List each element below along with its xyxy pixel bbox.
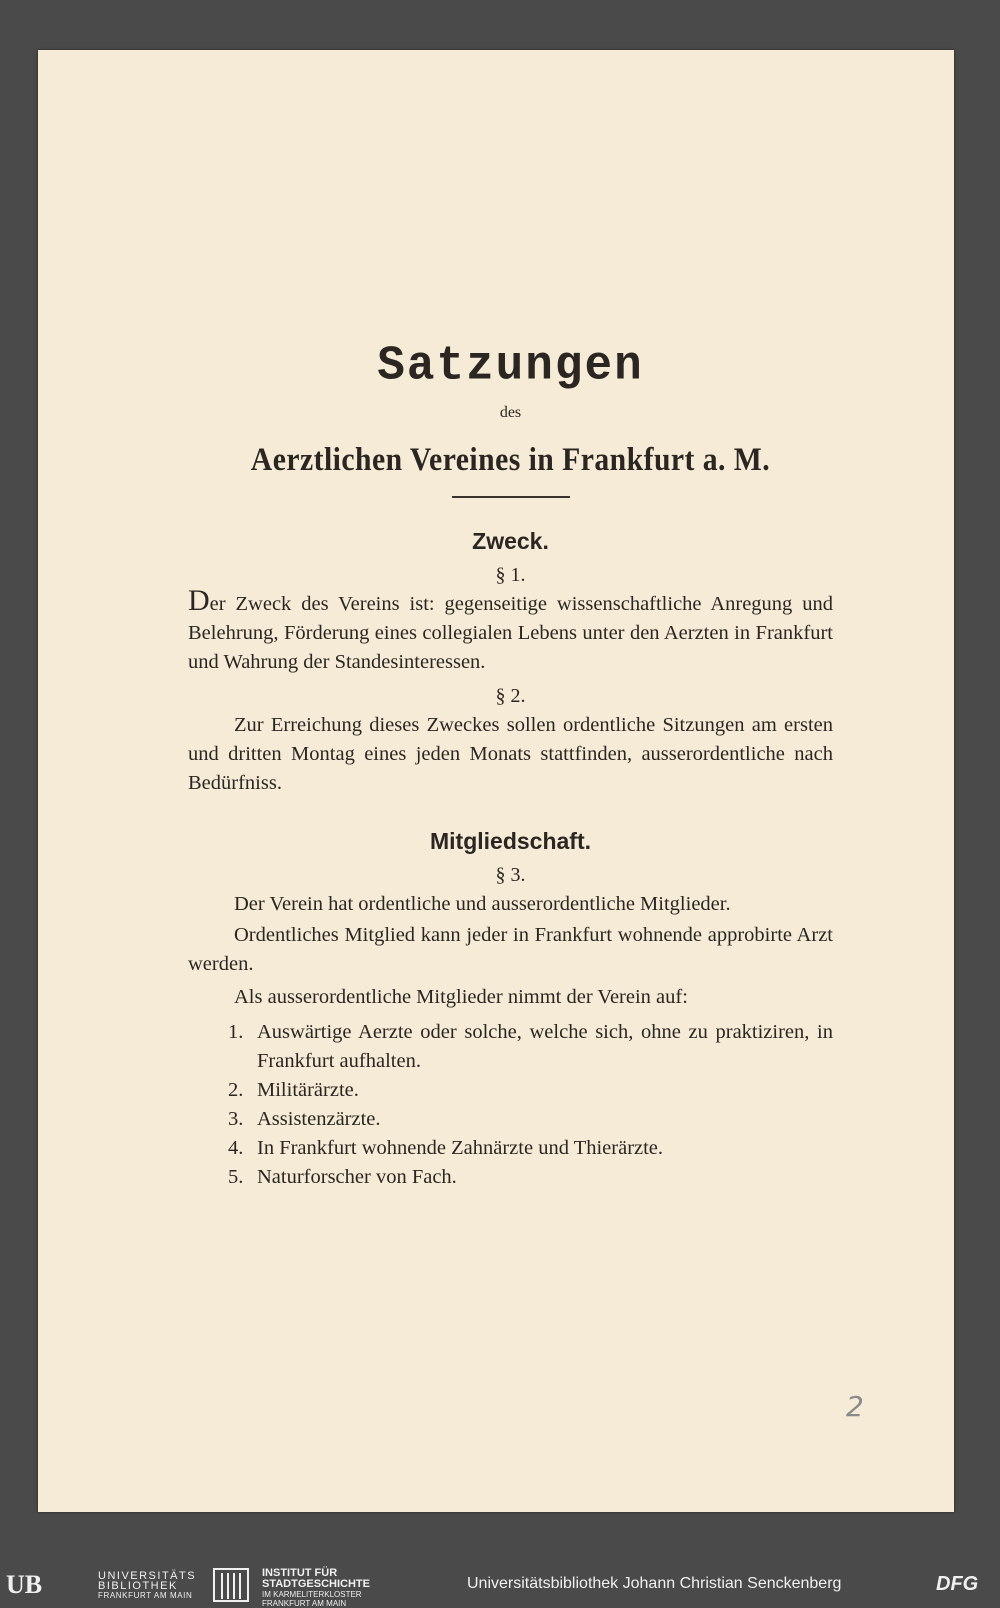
- ub-line-3: FRANKFURT AM MAIN: [98, 1591, 193, 1600]
- heading-zweck: Zweck.: [472, 528, 549, 554]
- document-title: Satzungen: [377, 338, 644, 394]
- list-item-text: In Frankfurt wohnende Zahnärzte und Thierärzte.: [257, 1137, 664, 1159]
- list-item: [188, 1163, 833, 1192]
- isg-line-1: INSTITUT FÜR: [262, 1567, 338, 1579]
- paragraph-number-2: § 2.: [495, 685, 526, 707]
- title-rule: [452, 496, 570, 498]
- footer-bar: [0, 1562, 1000, 1608]
- list-item-number: 2.: [228, 1079, 244, 1101]
- ub-logo-text: [98, 1571, 196, 1601]
- isg-line-4: FRANKFURT AM MAIN: [262, 1599, 347, 1608]
- paragraph-3-c: Als ausserordentliche Mitglieder nimmt der Verein auf:: [234, 986, 688, 1008]
- isg-logo-text: [262, 1568, 370, 1608]
- ub-logo[interactable]: UB: [6, 1570, 43, 1599]
- paragraph-number-1: § 1.: [495, 564, 526, 586]
- paragraph-1-text: er Zweck des Vereins ist: gegenseitige wissenschaftliche Anregung und Belehrung, Förderung eines collegialen Lebens unter den Aerzten in Frankfurt und Wahrung der Standesinteressen.: [188, 593, 833, 673]
- list-item-number: 1.: [228, 1021, 244, 1043]
- list-item-text: Naturforscher von Fach.: [257, 1166, 457, 1188]
- list-item-text: Auswärtige Aerzte oder solche, welche sich, ohne zu praktiziren, in Frankfurt aufhalten.: [257, 1021, 833, 1072]
- holder-institution[interactable]: Universitätsbibliothek Johann Christian Senckenberg: [467, 1575, 842, 1592]
- handwritten-page-number: 2: [846, 1390, 864, 1423]
- paragraph-3-b: Ordentliches Mitglied kann jeder in Frankfurt wohnende approbirte Arzt werden.: [188, 924, 833, 975]
- isg-line-3: IM KARMELITERKLOSTER: [262, 1590, 362, 1599]
- document-subtitle: Aerztlichen Vereines in Frankfurt a. M.: [250, 442, 771, 478]
- scanned-page: [38, 50, 954, 1512]
- document-des: des: [499, 404, 522, 421]
- ub-line-1: UNIVERSITÄTS: [98, 1570, 197, 1582]
- paragraph-1: [188, 584, 833, 677]
- drop-cap: D: [188, 584, 210, 617]
- isg-logo-icon[interactable]: [213, 1568, 249, 1602]
- heading-mitgliedschaft: Mitgliedschaft.: [429, 828, 591, 854]
- list-item: [188, 1134, 833, 1163]
- isg-line-2: STADTGESCHICHTE: [262, 1578, 370, 1590]
- list-item: [188, 1105, 833, 1134]
- document-body: [188, 336, 833, 1192]
- list-item: [188, 1076, 833, 1105]
- list-item: [188, 1018, 833, 1076]
- list-item-text: Assistenzärzte.: [257, 1108, 381, 1130]
- member-list: [188, 1018, 833, 1192]
- list-item-number: 4.: [228, 1137, 244, 1159]
- paragraph-number-3: § 3.: [495, 864, 526, 886]
- list-item-number: 3.: [228, 1108, 244, 1130]
- list-item-text: Militärärzte.: [257, 1079, 359, 1101]
- paragraph-3-a: Der Verein hat ordentliche und ausserordentliche Mitglieder.: [234, 893, 731, 915]
- dfg-logo[interactable]: DFG: [936, 1573, 979, 1595]
- paragraph-2: Zur Erreichung dieses Zweckes sollen ordentliche Sitzungen am ersten und dritten Montag eines jeden Monats stattfinden, ausserordentliche nach Bedürfniss.: [188, 714, 833, 794]
- list-item-number: 5.: [228, 1166, 244, 1188]
- ub-line-2: BIBLIOTHEK: [98, 1580, 178, 1592]
